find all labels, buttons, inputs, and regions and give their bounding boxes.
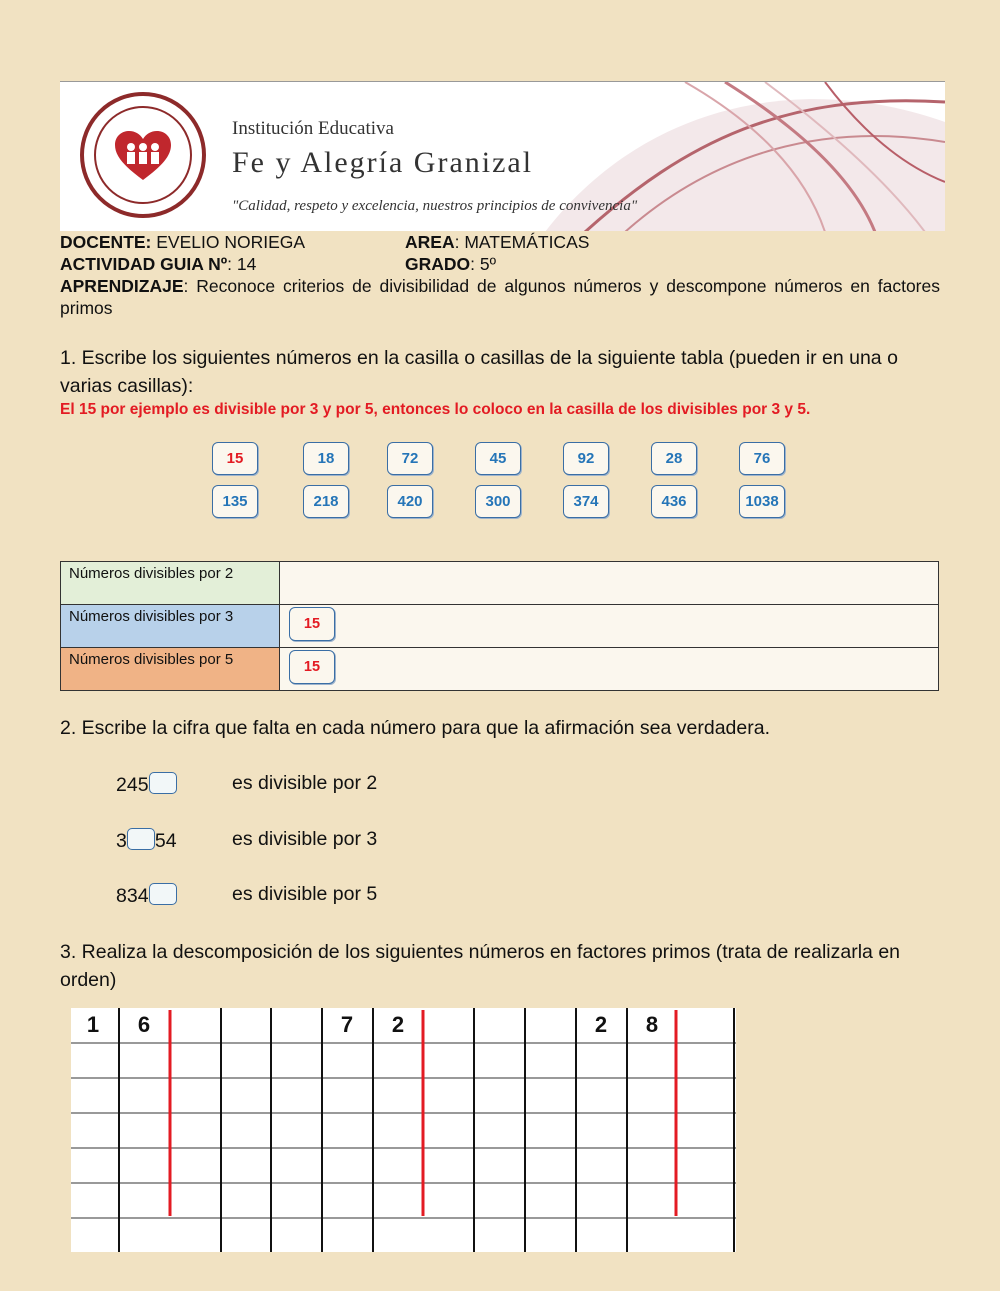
drop-zone-div-3[interactable] [280, 605, 939, 648]
number-chip[interactable]: 1038 [739, 485, 785, 518]
grid-digit: 8 [645, 1012, 659, 1037]
number-chip[interactable]: 420 [387, 485, 433, 518]
placed-chip[interactable]: 15 [289, 607, 335, 641]
institution-label: Institución Educativa [232, 118, 394, 139]
aprendizaje-line: APRENDIZAJE: Reconoce criterios de divisibilidad de algunos números y descompone números en factores primos [60, 276, 940, 318]
number-chip[interactable]: 45 [475, 442, 521, 475]
header-banner [60, 81, 945, 231]
drop-zone-div-5[interactable] [280, 648, 939, 691]
number-chip[interactable]: 72 [387, 442, 433, 475]
placed-chip[interactable]: 15 [289, 650, 335, 684]
heart-logo-icon [114, 130, 172, 182]
number-chip[interactable]: 135 [212, 485, 258, 518]
grid-digit: 2 [391, 1012, 405, 1037]
factorization-grid[interactable] [71, 1008, 736, 1252]
docente-line: DOCENTE: EVELIO NORIEGA [60, 232, 306, 252]
grid-digit: 7 [340, 1012, 354, 1037]
number-chip[interactable]: 300 [475, 485, 521, 518]
table-row [61, 562, 939, 605]
statement: es divisible por 5 [232, 883, 378, 905]
grid-digit: 2 [594, 1012, 608, 1037]
number-chip[interactable]: 374 [563, 485, 609, 518]
grado-line: GRADO: 5º [405, 254, 496, 274]
actividad-line: ACTIVIDAD GUIA Nº: 14 [60, 254, 257, 274]
number-chip[interactable]: 15 [212, 442, 258, 475]
divisibility-table [60, 561, 939, 691]
question-1: 1. Escribe los siguientes números en la casilla o casillas de la siguiente tabla (pueden ir en una o varias casillas): [60, 347, 898, 397]
area-line: AREA: MATEMÁTICAS [405, 232, 590, 252]
number-chip[interactable]: 18 [303, 442, 349, 475]
grid-lines [71, 1008, 736, 1252]
digit-input[interactable] [127, 828, 155, 850]
missing-digit-item: 834 [116, 883, 177, 908]
school-seal [80, 92, 206, 218]
row-label: Números divisibles por 5 [61, 648, 280, 691]
number-chip[interactable]: 76 [739, 442, 785, 475]
question-2: 2. Escribe la cifra que falta en cada número para que la afirmación sea verdadera. [60, 717, 770, 739]
digit-input[interactable] [149, 772, 177, 794]
example-note: El 15 por ejemplo es divisible por 3 y por 5, entonces lo coloco en la casilla de los divisibles por 3 y 5. [60, 401, 811, 418]
missing-digit-item: 3 54 [116, 830, 177, 852]
table-row [61, 648, 939, 691]
institution-motto: "Calidad, respeto y excelencia, nuestros principios de convivencia" [232, 198, 638, 214]
digit-input[interactable] [149, 883, 177, 905]
statement: es divisible por 3 [232, 828, 378, 850]
number-chip[interactable]: 92 [563, 442, 609, 475]
number-chip[interactable]: 436 [651, 485, 697, 518]
question-3: 3. Realiza la descomposición de los siguientes números en factores primos (trata de realizarla en orden) [60, 941, 901, 991]
institution-name: Fe y Alegría Granizal [232, 146, 534, 179]
drop-zone-div-2[interactable] [280, 562, 939, 605]
row-label: Números divisibles por 3 [61, 605, 280, 648]
number-chip[interactable]: 218 [303, 485, 349, 518]
row-label: Números divisibles por 2 [61, 562, 280, 605]
statement: es divisible por 2 [232, 772, 378, 794]
table-row [61, 605, 939, 648]
grid-digit: 1 [86, 1012, 100, 1037]
missing-digit-item: 245 [116, 772, 177, 797]
number-chip[interactable]: 28 [651, 442, 697, 475]
grid-digit: 6 [137, 1012, 151, 1037]
